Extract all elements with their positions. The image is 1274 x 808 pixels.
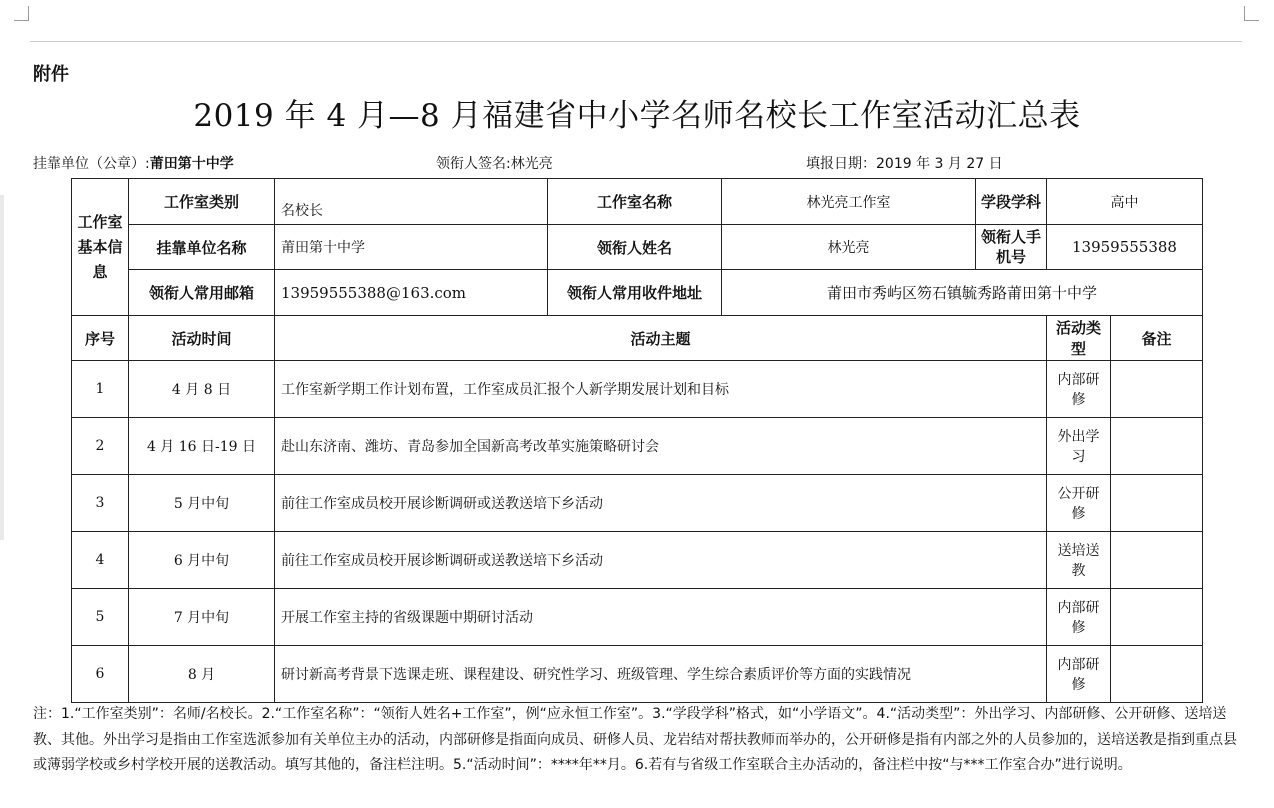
activity-topic: 研讨新高考背景下选课走班、课程建设、研究性学习、班级管理、学生综合素质评价等方面的实践情况 xyxy=(275,646,1047,703)
leader-address-value: 莆田市秀屿区笏石镇毓秀路莆田第十中学 xyxy=(722,270,1203,316)
fill-date-value: 2019 年 3 月 27 日 xyxy=(876,156,1003,172)
activity-topic: 前往工作室成员校开展诊断调研或送教送培下乡活动 xyxy=(275,532,1047,589)
leader-signature-value: 林光亮 xyxy=(510,156,553,172)
leader-phone-value: 13959555388 xyxy=(1047,225,1203,270)
activity-no: 1 xyxy=(72,361,129,418)
basic-info-section-label: 工作室基本信息 xyxy=(72,179,129,316)
activity-remark xyxy=(1111,418,1203,475)
activity-row xyxy=(72,646,1203,703)
activity-row xyxy=(72,532,1203,589)
affiliated-unit-line xyxy=(33,153,234,173)
activity-time: 4 月 16 日-19 日 xyxy=(129,418,275,475)
activity-remark xyxy=(1111,532,1203,589)
studio-type-label: 工作室类别 xyxy=(129,179,275,225)
leader-name-label: 领衔人姓名 xyxy=(548,225,722,270)
activity-type: 公开研修 xyxy=(1047,475,1111,532)
activity-type: 送培送教 xyxy=(1047,532,1111,589)
table-notes: 注：1.“工作室类别”：名师/名校长。2.“工作室名称”：“领衔人姓名+工作室”，例“应永恒工作室”。3.“学段学科”格式，如“小学语文”。4.“活动类型”：外出学习、内部研修、公开研修、送培送教、其他。外出学习是指由工作室选派参加有关单位主办的活动，内部研修是指面向成员、研修人员、龙岩结对帮扶教师而举办的，公开研修是指有内部之外的人员参加的，送培送教是指到重点县或薄弱学校或乡村学校开展的送教活动。填写其他的，备注栏注明。5.“活动时间”：****年**月。6.若有与省级工作室联合主办活动的，备注栏中按“与***工作室合办”进行说明。 xyxy=(33,706,1237,773)
page-corner-mark-right xyxy=(1244,6,1259,21)
activity-type: 内部研修 xyxy=(1047,589,1111,646)
leader-address-label: 领衔人常用收件地址 xyxy=(548,270,722,316)
leader-signature-line xyxy=(436,153,553,173)
studio-type-value: 名校长 xyxy=(275,179,548,225)
stage-subject-label: 学段学科 xyxy=(976,179,1047,225)
fill-date-line xyxy=(806,153,1003,173)
activity-remark xyxy=(1111,361,1203,418)
activity-row xyxy=(72,418,1203,475)
basic-info-row-3 xyxy=(72,270,1203,316)
activity-time: 7 月中旬 xyxy=(129,589,275,646)
activity-no: 4 xyxy=(72,532,129,589)
leader-signature-label: 领衔人签名: xyxy=(436,156,511,172)
activity-time: 5 月中旬 xyxy=(129,475,275,532)
activity-remark xyxy=(1111,646,1203,703)
activity-topic: 赴山东济南、潍坊、青岛参加全国新高考改革实施策略研讨会 xyxy=(275,418,1047,475)
header-type: 活动类型 xyxy=(1047,316,1111,361)
affiliated-unit-label: 挂靠单位（公章）: xyxy=(33,156,150,172)
activity-remark xyxy=(1111,589,1203,646)
studio-name-value: 林光亮工作室 xyxy=(722,179,976,225)
left-margin-marker xyxy=(0,195,4,540)
header-no: 序号 xyxy=(72,316,129,361)
activity-row xyxy=(72,361,1203,418)
attachment-label: 附件 xyxy=(33,64,69,85)
activity-topic: 工作室新学期工作计划布置，工作室成员汇报个人新学期发展计划和目标 xyxy=(275,361,1047,418)
activity-no: 3 xyxy=(72,475,129,532)
activity-type: 内部研修 xyxy=(1047,361,1111,418)
fill-date-label: 填报日期： xyxy=(806,156,876,172)
page-header-rule xyxy=(30,41,1242,42)
activity-topic: 前往工作室成员校开展诊断调研或送教送培下乡活动 xyxy=(275,475,1047,532)
activity-row xyxy=(72,475,1203,532)
leader-email-value: 13959555388@163.com xyxy=(275,270,548,316)
basic-info-row-2 xyxy=(72,225,1203,270)
leader-phone-label: 领衔人手机号 xyxy=(976,225,1047,270)
activity-no: 2 xyxy=(72,418,129,475)
activity-topic: 开展工作室主持的省级课题中期研讨活动 xyxy=(275,589,1047,646)
activity-time: 6 月中旬 xyxy=(129,532,275,589)
stage-subject-value: 高中 xyxy=(1047,179,1203,225)
basic-info-row-1 xyxy=(72,179,1203,225)
header-topic: 活动主题 xyxy=(275,316,1047,361)
leader-email-label: 领衔人常用邮箱 xyxy=(129,270,275,316)
activity-no: 5 xyxy=(72,589,129,646)
activity-no: 6 xyxy=(72,646,129,703)
header-remark: 备注 xyxy=(1111,316,1203,361)
activity-time: 8 月 xyxy=(129,646,275,703)
leader-name-value: 林光亮 xyxy=(722,225,976,270)
document-title: 2019 年 4 月—8 月福建省中小学名师名校长工作室活动汇总表 xyxy=(193,98,1081,134)
activity-type: 外出学习 xyxy=(1047,418,1111,475)
studio-name-label: 工作室名称 xyxy=(548,179,722,225)
activity-header-row xyxy=(72,316,1203,361)
activity-summary-table xyxy=(71,178,1203,703)
affiliated-unit-name-label: 挂靠单位名称 xyxy=(129,225,275,270)
affiliated-unit-value: 莆田第十中学 xyxy=(149,156,234,172)
header-time: 活动时间 xyxy=(129,316,275,361)
activity-type: 内部研修 xyxy=(1047,646,1111,703)
affiliated-unit-name-value: 莆田第十中学 xyxy=(275,225,548,270)
activity-time: 4 月 8 日 xyxy=(129,361,275,418)
activity-row xyxy=(72,589,1203,646)
activity-remark xyxy=(1111,475,1203,532)
page-corner-mark-left xyxy=(14,6,29,21)
